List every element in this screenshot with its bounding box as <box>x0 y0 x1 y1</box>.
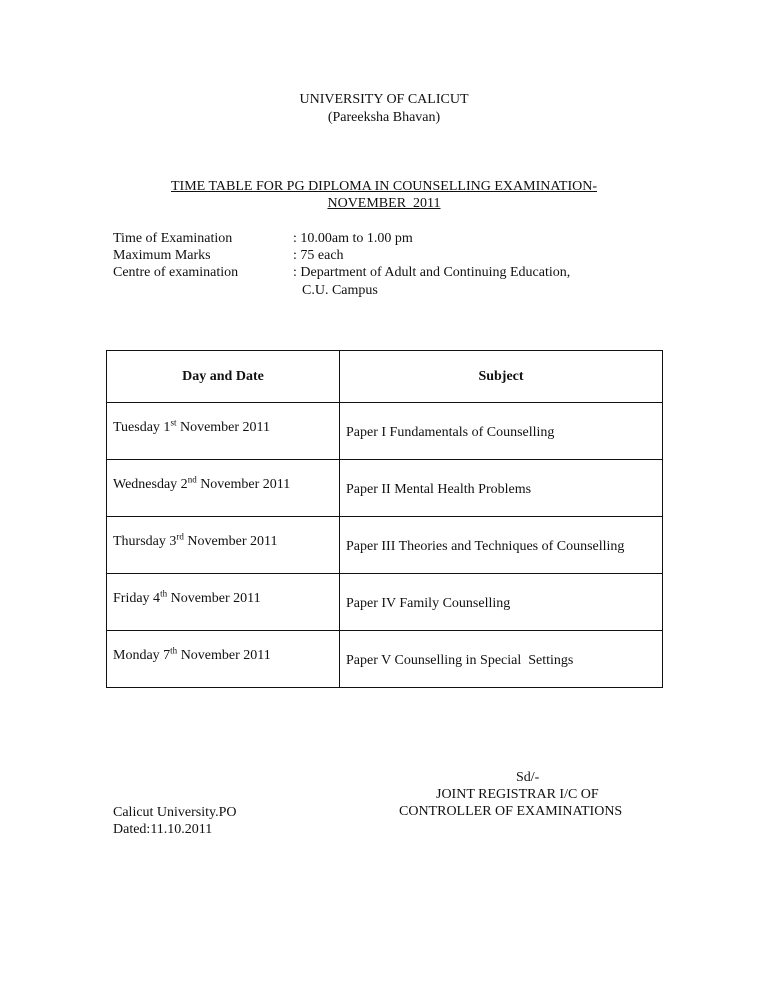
table-header-row <box>107 351 663 403</box>
designation-line-2: CONTROLLER OF EXAMINATIONS <box>399 804 623 819</box>
month-year: November 2011 <box>176 420 271 435</box>
ordinal-suffix: th <box>170 645 178 656</box>
time-value: : 10.00am to 1.00 pm <box>293 231 413 246</box>
table-row <box>107 517 663 574</box>
table-row <box>107 631 663 688</box>
day-text: Thursday 3 <box>113 534 177 549</box>
centre-value-campus: C.U. Campus <box>302 283 378 298</box>
header-subject: Subject <box>340 351 663 403</box>
document-title <box>0 178 768 195</box>
day-cell <box>107 574 340 631</box>
subject-cell: Paper V Counselling in Special Settings <box>340 631 663 688</box>
day-text: Monday 7 <box>113 648 171 663</box>
day-text: Wednesday 2 <box>113 477 188 492</box>
marks-value: : 75 each <box>293 248 344 263</box>
month-year: November 2011 <box>196 477 291 492</box>
subject-cell: Paper I Fundamentals of Counselling <box>340 403 663 460</box>
ordinal-suffix: rd <box>176 531 184 542</box>
ordinal-suffix: nd <box>187 474 197 485</box>
subject-cell: Paper II Mental Health Problems <box>340 460 663 517</box>
table-row <box>107 403 663 460</box>
dated: Dated:11.10.2011 <box>113 822 213 837</box>
place: Calicut University.PO <box>113 805 237 820</box>
designation-line-1: JOINT REGISTRAR I/C OF <box>436 787 599 802</box>
header-day-and-date: Day and Date <box>107 351 340 403</box>
signed-mark: Sd/- <box>516 770 540 785</box>
subject-cell: Paper IV Family Counselling <box>340 574 663 631</box>
timetable <box>106 350 663 688</box>
month-year: November 2011 <box>183 534 278 549</box>
title-line-2: NOVEMBER 2011 <box>327 196 441 211</box>
table-row <box>107 460 663 517</box>
table-row <box>107 574 663 631</box>
month-year: November 2011 <box>177 648 271 663</box>
subject-cell: Paper III Theories and Techniques of Counselling <box>340 517 663 574</box>
day-text: Tuesday 1 <box>113 420 171 435</box>
ordinal-suffix: st <box>170 417 177 428</box>
day-cell <box>107 460 340 517</box>
ordinal-suffix: th <box>160 588 168 599</box>
time-label: Time of Examination <box>113 231 233 246</box>
day-cell <box>107 517 340 574</box>
office-name: (Pareeksha Bhavan) <box>327 110 441 125</box>
title-line-1: TIME TABLE FOR PG DIPLOMA IN COUNSELLING EXAMINATION- <box>171 179 597 194</box>
day-cell <box>107 403 340 460</box>
day-cell <box>107 631 340 688</box>
centre-value: : Department of Adult and Continuing Education, <box>293 265 571 280</box>
day-text: Friday 4 <box>113 591 161 606</box>
month-year: November 2011 <box>167 591 261 606</box>
centre-label: Centre of examination <box>113 265 239 280</box>
marks-label: Maximum Marks <box>113 248 211 263</box>
university-name: UNIVERSITY OF CALICUT <box>299 92 469 107</box>
document-title-continued <box>0 195 768 212</box>
